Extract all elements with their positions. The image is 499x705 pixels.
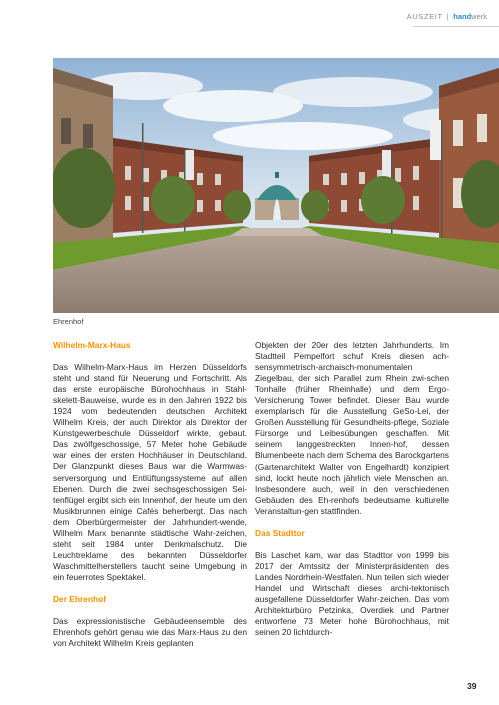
photo-caption: Ehrenhof [53,317,84,326]
running-header [407,12,487,21]
section-label: AUSZEIT [406,12,443,21]
brand-logo-bold: hand [453,12,472,21]
paragraph-wilhelm-marx-haus: Das Wilhelm-Marx-Haus im Herzen Düsseldorfs steht und stand für Neuerung und Fortschritt. Als das erste europäische Bürohochhaus in Stahl-skelett-Bauweise, wurde es in den Jahren 1922 bis 1924 vom bedeutenden deutschen Architekt Wilhelm Kreis, der auch Direktor als Direktor der Kunstgewerbeschule Düsseldorf wirkte, gebaut. Das zwölfgeschossige, 57 Meter hohe Gebäude war eines der ersten Hochhäuser in Deutschland. Der Glanzpunkt dieses Baus war die Warmwas-serversorgung und Entlüftungssysteme auf allen Ebenen. Durch die zwei sechsgeschossigen Sei-tenflügel ergibt sich ein Innenhof, der heute um den Musikbrunnen einige Cafés beherbergt. Das nach dem Oberbürgermeister der Jahrhundert-wende, Wilhelm Marx benannte städtische Wahr-zeichen, steht seit 1984 unter Denkmalschutz. Die Leuchtreklame des bekannten Düsseldorfer Waschmittelherstellers taucht seine Umgebung in ein feuerrotes Spektakel. [53,362,247,582]
ehrenhof-photo-image [53,58,499,313]
brand-logo-rest: werk [471,12,487,21]
paragraph-ehrenhof-continued: Objekten der 20er des letzten Jahrhunderts. Im Stadtteil Pempelfort schuf Kreis diesen ach-sensymmetrisch-archaisch-monumentalen Ziegelbau, der sich Parallel zum Rhein zwi-schen Tonhalle (früher Rheinhalle) und dem Ergo-Versicherung Tower befindet. Dieser Bau wurde exemplarisch für die Ausstellung GeSo-Lei, der Großen Ausstellung für Gesundheits-pflege, Soziale Fürsorge und Leibesübungen geschaffen. Mit seinem langgestreckten Innen-hof, dessen Blumenbeete nach dem Schema des Barockgartens (Gartenarchitekt Walter von Engelhardt) konzipiert sind, lockt heute noch jährlich viele Menschen an. Insbesondere auch, weil in den verschiedenen Gebäuden des Eh-renhofs bedeutsame kulturelle Veranstaltun-gen stattfinden. [255,340,449,516]
paragraph-stadttor: Bis Laschet kam, war das Stadttor von 1999 bis 2017 der Amtssitz der Ministerpräsidenten des Landes Nordrhein-Westfalen. Nun teilen sich wieder Handel und Wirtschaft dieses archi-tektonisch ausgefallene Düsseldorfer Wahr-zeichen. Das vom Architekturbüro Petzinka, Overdiek und Partner entworfene 73 Meter hohe Bürohochhaus, mit seinen 20 lichtdurch- [255,549,449,638]
text-column-right [255,340,449,649]
heading-ehrenhof: Der Ehrenhof [53,593,107,604]
text-column-left [53,340,247,660]
paragraph-ehrenhof-start: Das expressionistische Gebäudeensemble des Ehrenhofs gehört genau wie das Marx-Haus zu den von Architekt Wilhelm Kreis geplanten [53,616,247,649]
heading-wilhelm-marx-haus: Wilhelm-Marx-Haus [53,340,131,350]
heading-stadttor: Das Stadttor [255,527,305,538]
header-separator: | [446,12,450,21]
ehrenhof-photo [53,58,499,313]
page-number: 39 [467,681,477,691]
header-rule [413,26,499,27]
brand-logo [453,12,487,21]
